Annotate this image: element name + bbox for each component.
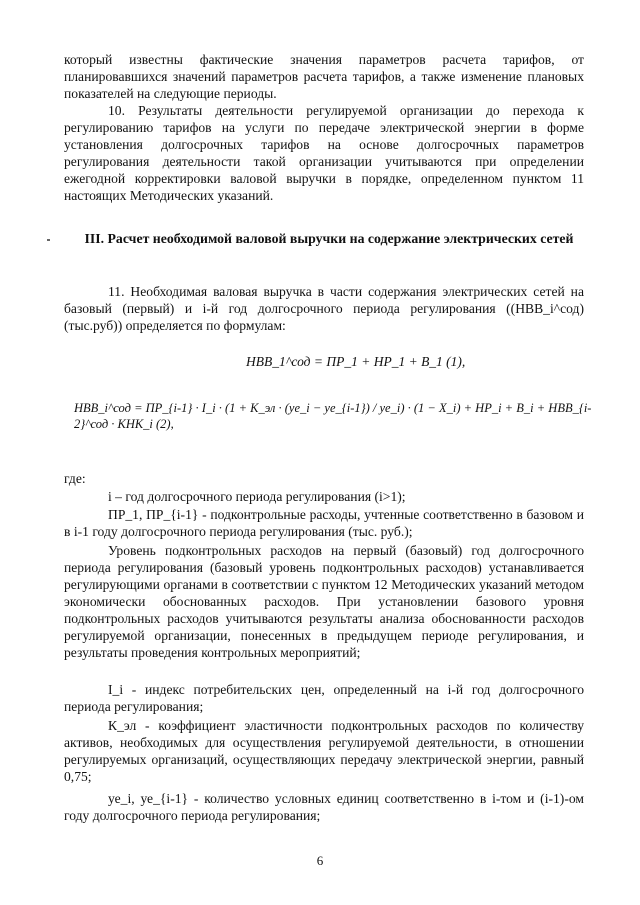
definition-i: i – год долгосрочного периода регулирования (i>1);: [108, 489, 406, 504]
formula-2: НВВ_i^сод = ПР_{i-1} · I_i · (1 + К_эл · (уе_i − уе_{i-1}) / уе_i) · (1 − Х_i) + НР_i + В_i + НВВ_{i-2}^сод · КНК_i (2),: [74, 401, 592, 431]
definition-ue: уе_i, уе_{i-1} - количество условных единиц соответственно в i-том и (i-1)-ом году долгосрочного периода регулирования;: [64, 791, 584, 823]
paragraph-intro: который известны фактические значения параметров расчета тарифов, от планировавшихся значений параметров расчета тарифов, а также изменение плановых показателей на следующие периоды.: [64, 52, 584, 101]
definition-pr: ПР_1, ПР_{i-1} - подконтрольные расходы, учтенные соответственно в базовом и в i-1 году долгосрочного периода регулирования (тыс. руб.);: [64, 507, 584, 539]
formula-1: НВВ_1^сод = ПР_1 + НР_1 + В_1 (1),: [246, 354, 466, 369]
definition-level: Уровень подконтрольных расходов на первый (базовый) год долгосрочного периода регулирования (базовый уровень подконтрольных расходов) устанавливается регулирующими органами в соответствии с пунктом 12 Методических указаний методом экономически обоснованных расходов. При установлении базового уровня подконтрольных расходов учитываются результаты анализа обоснованности расходов регулируемой организации, понесенных в предыдущем периоде регулирования, и результаты проведения контрольных мероприятий;: [64, 543, 584, 660]
section-heading: III. Расчет необходимой валовой выручки на содержание электрических сетей: [84, 231, 574, 246]
page-number: 6: [316, 853, 324, 868]
paragraph-10: 10. Результаты деятельности регулируемой организации до перехода к регулированию тарифов на услуги по передаче электрической энергии в форме установления долгосрочных тарифов на основе долгосрочных параметров регулирования деятельности такой организации учитываются при определении ежегодной корректировки валовой выручки в порядке, определенном пунктом 11 настоящих Методических указаний.: [64, 103, 584, 203]
paragraph-11: 11. Необходимая валовая выручка в части содержания электрических сетей на базовый (первый) и i-й год долгосрочного периода регулирования ((НВВ_i^сод) (тыс.руб)) определяется по формулам:: [64, 284, 584, 333]
where-label: где:: [64, 471, 86, 486]
definition-I: I_i - индекс потребительских цен, определенный на i-й год долгосрочного периода регулирования;: [64, 682, 584, 714]
definition-K: К_эл - коэффициент эластичности подконтрольных расходов по количеству активов, необходимых для осуществления регулируемой деятельности, в отношении регулируемых организаций, осуществляющих передачу электрической энергии, равный 0,75;: [64, 718, 584, 784]
margin-mark: [47, 239, 50, 241]
